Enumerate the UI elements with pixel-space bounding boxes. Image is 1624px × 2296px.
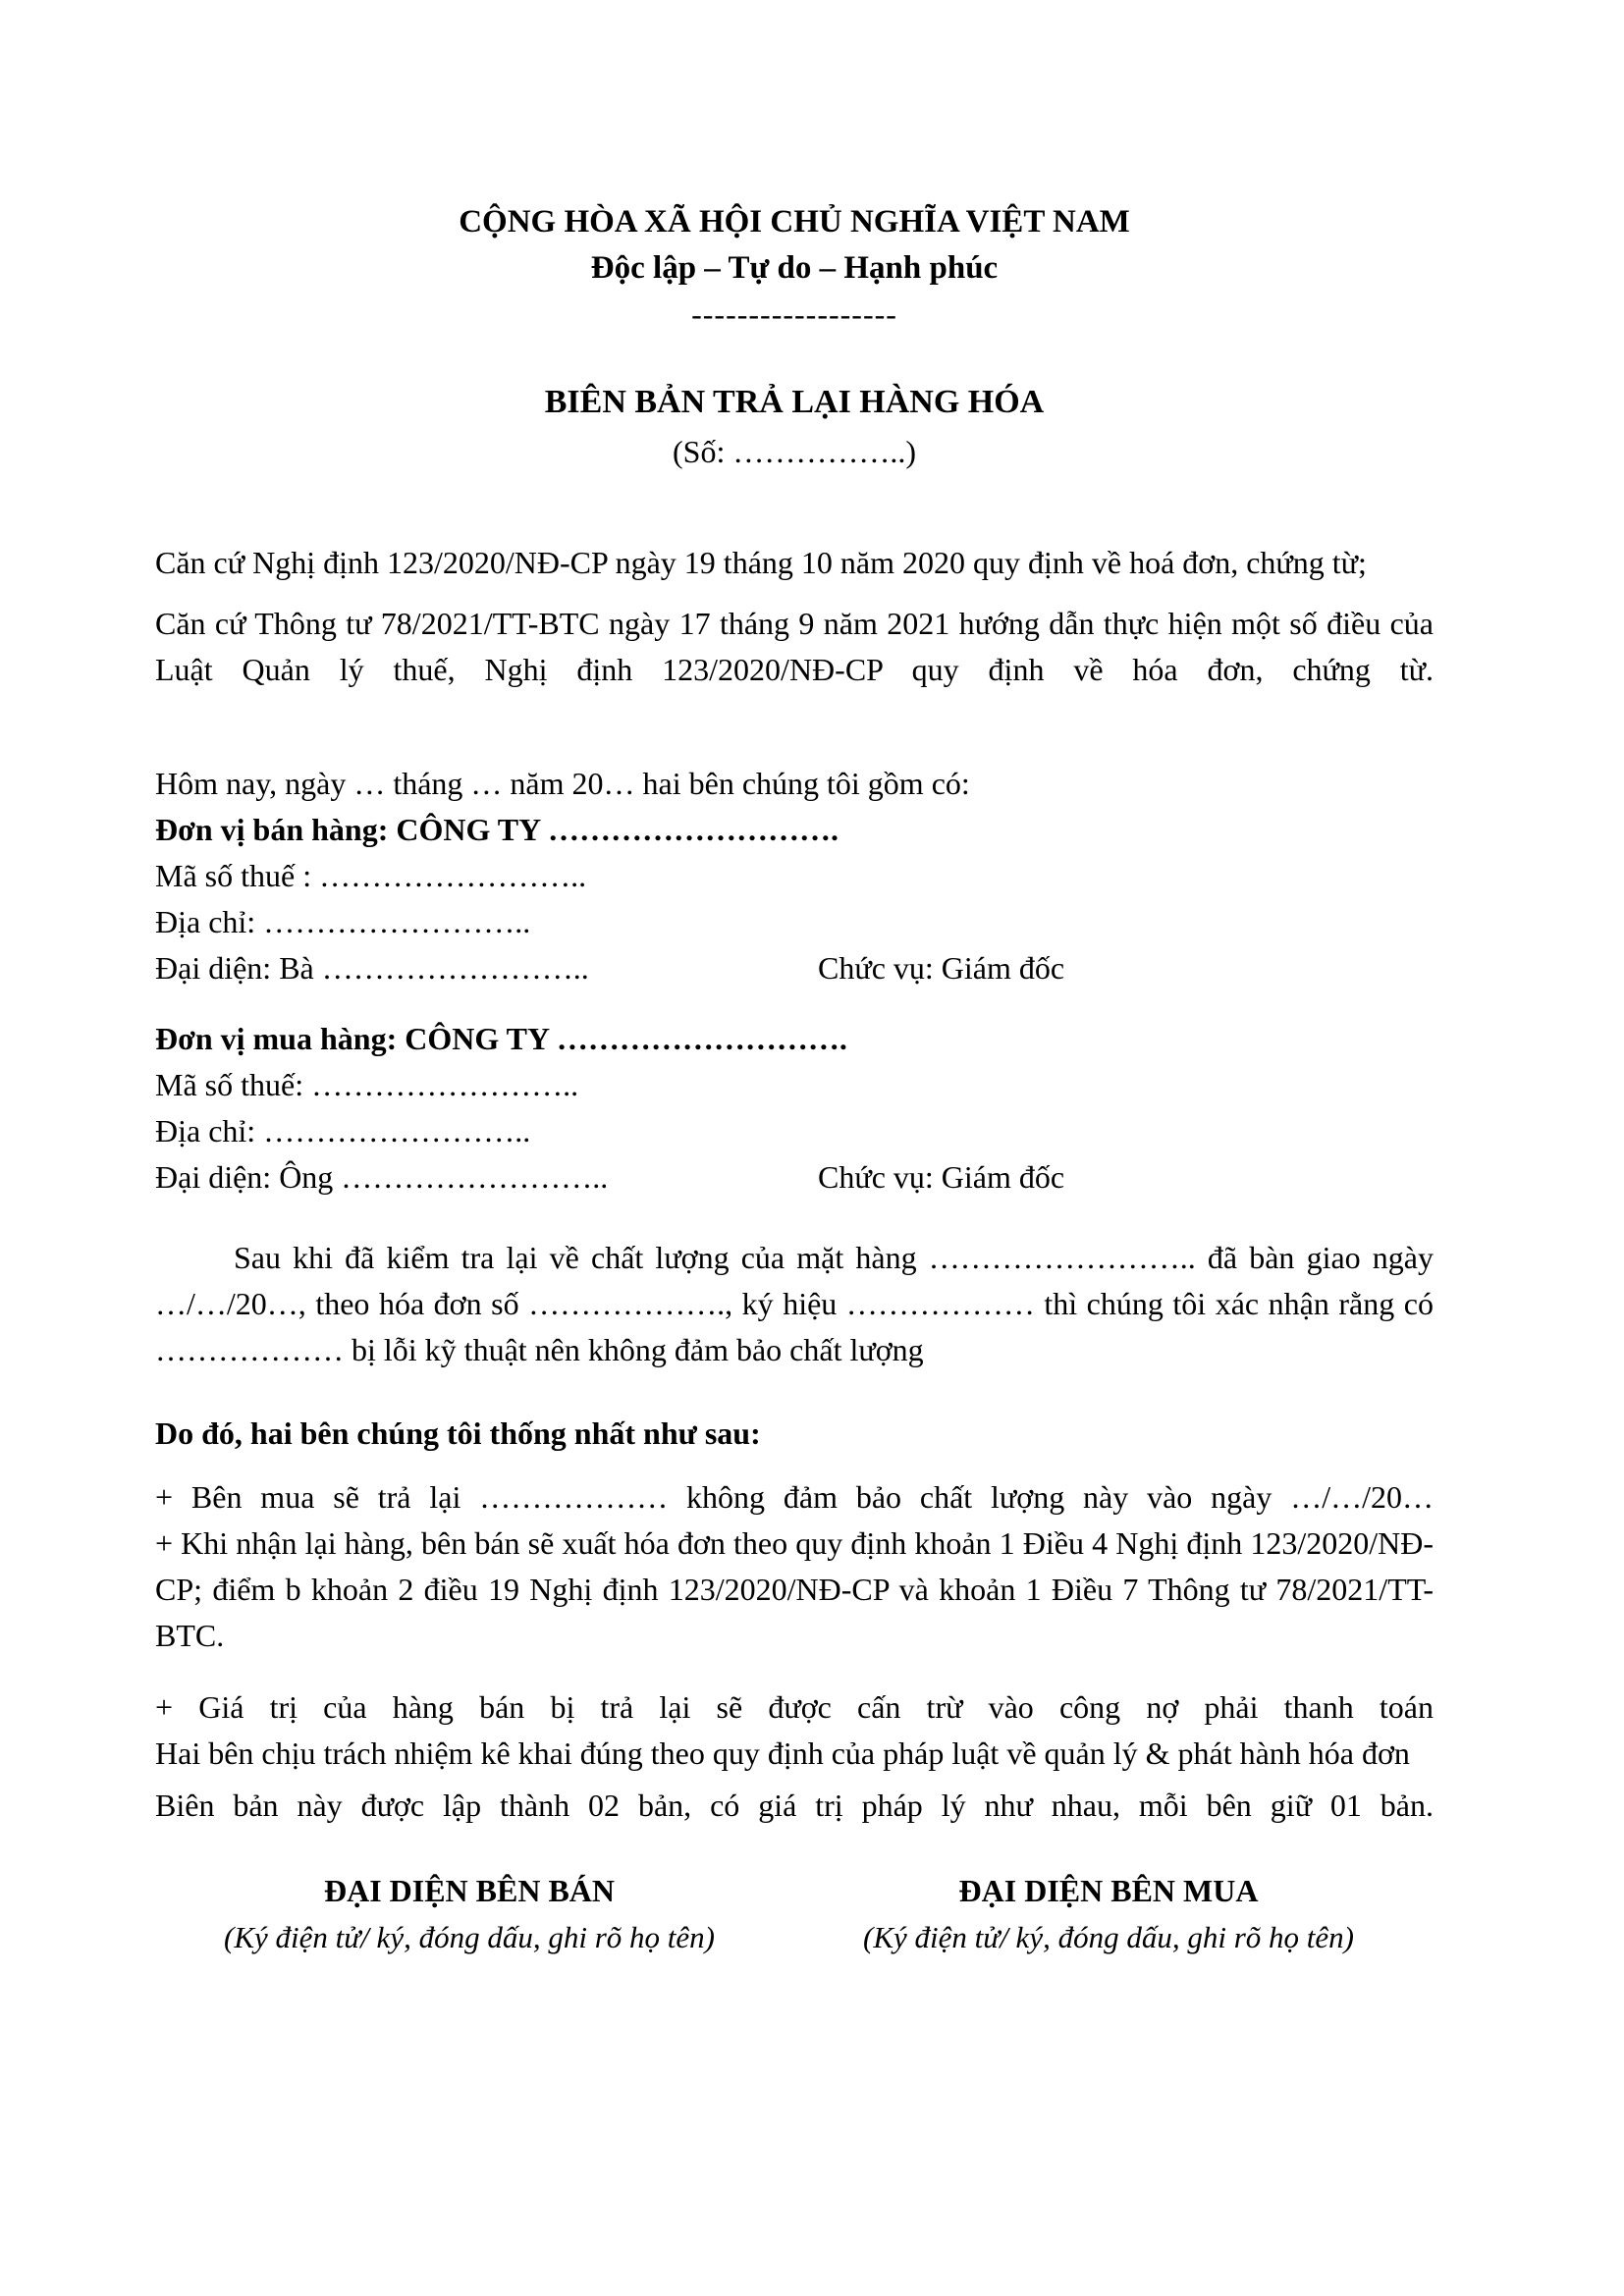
- national-title: CỘNG HÒA XÃ HỘI CHỦ NGHĨA VIỆT NAM: [459, 204, 1130, 240]
- agreement-value-clause: + Giá trị của hàng bán bị trả lại sẽ được cấn trừ vào công nợ phải thanh toán: [155, 1689, 1434, 1725]
- buyer-heading: Đơn vị mua hàng: CÔNG TY ……………………….: [155, 1021, 847, 1056]
- document-number: (Số: ……………..): [673, 434, 916, 469]
- document-title: BIÊN BẢN TRẢ LẠI HÀNG HÓA: [544, 384, 1045, 420]
- agreement-copies-clause: Biên bản này được lập thành 02 bản, có giá trị pháp lý như nhau, mỗi bên giữ 01 bản.: [155, 1788, 1434, 1823]
- inspection-paragraph: Sau khi đã kiểm tra lại về chất lượng của mặt hàng …………………….. đã bàn giao ngày …/…/20…, theo hóa đơn số ………………., ký hiệu ……………… thì chúng tôi xác nhận rằng có ……………… bị lỗi kỹ thuật nên không đảm bảo chất lượng: [155, 1240, 1434, 1367]
- opening-line: Hôm nay, ngày … tháng … năm 20… hai bên chúng tôi gồm có:: [155, 766, 970, 801]
- national-header: [155, 199, 1434, 338]
- buyer-tax-code: Mã số thuế: ……………………..: [155, 1067, 579, 1102]
- buyer-block: [155, 1016, 1434, 1201]
- buyer-representative-row: [155, 1154, 1434, 1201]
- seller-heading: Đơn vị bán hàng: CÔNG TY ……………………….: [155, 812, 839, 847]
- buyer-signature-block: [784, 1868, 1434, 1960]
- buyer-representative: Đại diện: Ông ……………………..: [155, 1159, 609, 1195]
- agreement-heading: Do đó, hai bên chúng tôi thống nhất như sau:: [155, 1415, 761, 1451]
- header-separator: ------------------: [691, 296, 897, 332]
- national-motto: Độc lập – Tự do – Hạnh phúc: [590, 250, 999, 286]
- seller-address: Địa chỉ: ……………………..: [155, 904, 531, 939]
- buyer-address: Địa chỉ: ……………………..: [155, 1113, 531, 1148]
- seller-position: Chức vụ: Giám đốc: [818, 950, 1065, 986]
- agreement-return-line: + Bên mua sẽ trả lại ……………… không đảm bảo chất lượng này vào ngày …/…/20…: [155, 1479, 1434, 1515]
- seller-signature-title: ĐẠI DIỆN BÊN BÁN: [323, 1873, 616, 1908]
- agreement-invoice-clause: + Khi nhận lại hàng, bên bán sẽ xuất hóa đơn theo quy định khoản 1 Điều 4 Nghị định 123/2020/NĐ-CP; điểm b khoản 2 điều 19 Nghị định 123/2020/NĐ-CP và khoản 1 Điều 7 Thông tư 78/2021/TT-BTC.: [155, 1525, 1434, 1653]
- parties-section: [155, 761, 1434, 991]
- buyer-position: Chức vụ: Giám đốc: [818, 1159, 1065, 1195]
- legal-basis-decree: Căn cứ Nghị định 123/2020/NĐ-CP ngày 19 tháng 10 năm 2020 quy định về hoá đơn, chứng từ;: [155, 545, 1367, 580]
- seller-block: [155, 807, 1434, 991]
- document-title-block: [155, 378, 1434, 476]
- buyer-signature-title: ĐẠI DIỆN BÊN MUA: [958, 1873, 1259, 1908]
- agreement-liability-clause: Hai bên chịu trách nhiệm kê khai đúng theo quy định của pháp luật về quản lý & phát hành hóa đơn: [155, 1735, 1410, 1771]
- buyer-signature-note: (Ký điện tử/ ký, đóng dấu, ghi rõ họ tên): [863, 1920, 1354, 1954]
- seller-signature-note: (Ký điện tử/ ký, đóng dấu, ghi rõ họ tên): [224, 1920, 715, 1954]
- seller-signature-block: [155, 1868, 784, 1960]
- legal-basis-circular: Căn cứ Thông tư 78/2021/TT-BTC ngày 17 tháng 9 năm 2021 hướng dẫn thực hiện một số điều của Luật Quản lý thuế, Nghị định 123/2020/NĐ-CP quy định về hóa đơn, chứng từ.: [155, 606, 1434, 687]
- seller-tax-code: Mã số thuế : ……………………..: [155, 858, 587, 893]
- signature-section: [155, 1868, 1434, 1960]
- seller-representative: Đại diện: Bà ……………………..: [155, 950, 589, 986]
- seller-representative-row: [155, 945, 1434, 991]
